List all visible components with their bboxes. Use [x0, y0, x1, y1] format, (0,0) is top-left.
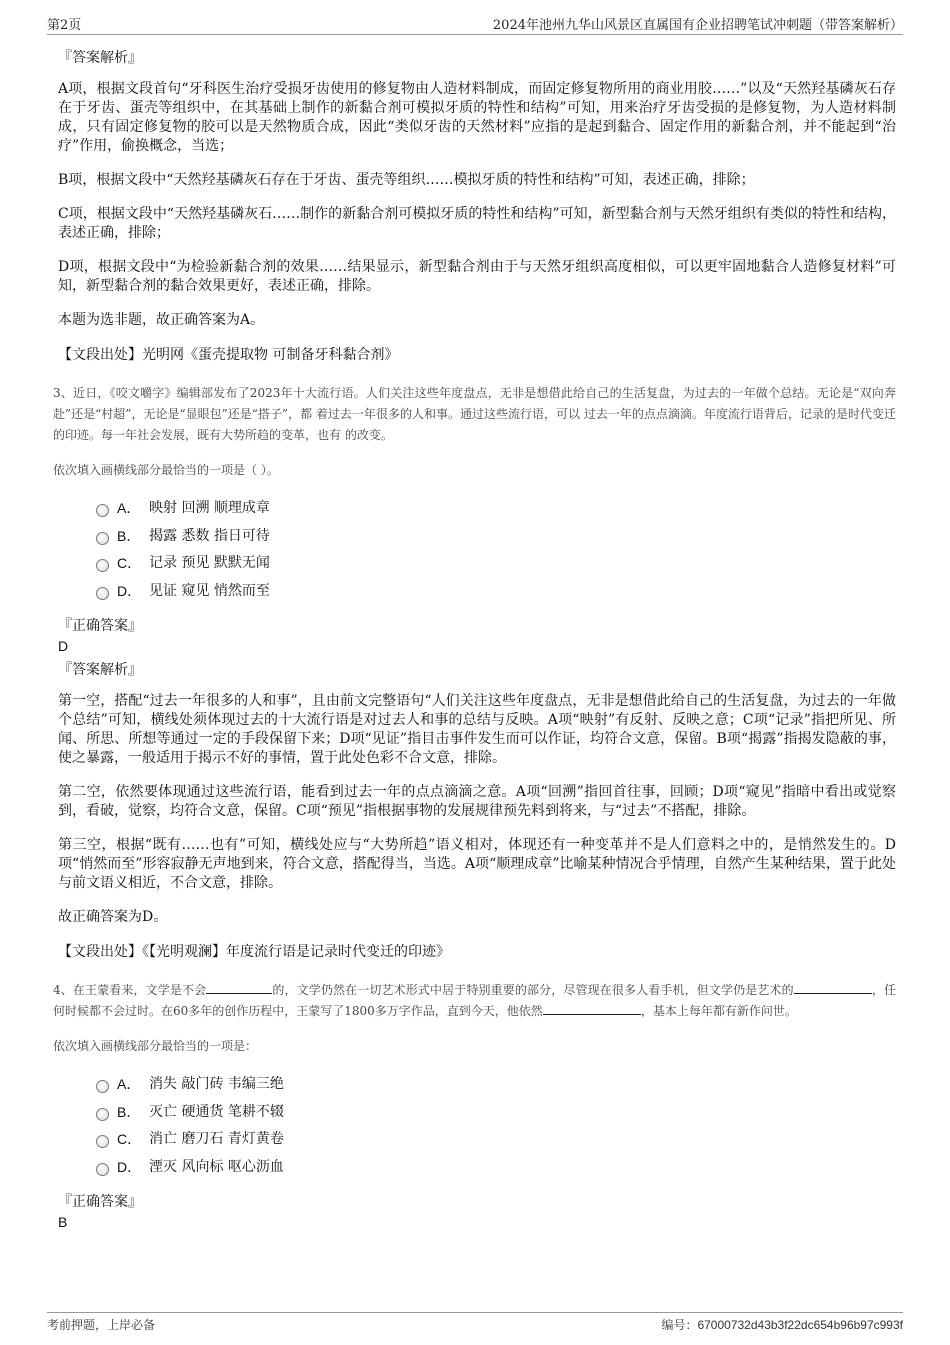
page-footer	[47, 1312, 903, 1333]
q4-answer: B	[58, 1214, 68, 1230]
q3-answer-title: 『正确答案』	[58, 618, 142, 634]
option-letter: D．	[117, 1158, 142, 1175]
q2-source: 【文段出处】光明网《蛋壳提取物 可制备牙科黏合剂》	[58, 347, 399, 363]
q4-option-c[interactable]	[96, 1129, 896, 1157]
q3-option-d[interactable]	[96, 581, 896, 609]
q4-answer-title: 『正确答案』	[58, 1194, 142, 1210]
document-body	[53, 48, 896, 1236]
q4-option-b[interactable]	[96, 1102, 896, 1130]
q4-question-text	[53, 980, 896, 1022]
radio-button-icon[interactable]	[96, 532, 109, 545]
q3-analysis-title: 『答案解析』	[58, 662, 142, 678]
q3-option-b[interactable]	[96, 526, 896, 554]
radio-button-icon[interactable]	[96, 1080, 109, 1093]
q3-options	[96, 498, 896, 608]
document-title: 2024年池州九华山风景区直属国有企业招聘笔试冲刺题（带答案解析）	[492, 18, 903, 33]
option-text: 湮灭 风向标 呕心沥血	[149, 1158, 284, 1175]
fill-blank	[543, 1002, 641, 1015]
radio-button-icon[interactable]	[96, 559, 109, 572]
q3-source: 【文段出处】《【光明观澜】年度流行语是记录时代变迁的印迹》	[58, 944, 450, 960]
option-letter: C．	[117, 555, 142, 571]
q3-option-c[interactable]	[96, 553, 896, 581]
q4-option-a[interactable]	[96, 1074, 896, 1102]
document-id: 编号：67000732d43b3f22dc654b96b97c993f	[661, 1318, 903, 1332]
q2-analysis-paragraph: D项，根据文段中“为检验新黏合剂的效果……结果显示，新型黏合剂由于与天然牙组织高度相似，可以更牢固地黏合人造修复材料”可知，新型黏合剂的黏合效果更好，表述正确，排除。	[58, 259, 896, 294]
radio-button-icon[interactable]	[96, 504, 109, 517]
q4-text-part: 4、在王蒙看来，文学是不会	[53, 983, 207, 997]
option-letter: A．	[117, 500, 141, 516]
q3-analysis-paragraph: 第一空，搭配“过去一年很多的人和事”，且由前文完整语句“人们关注这些年度盘点，无非是想借此给自己的生活复盘，为过去的一年做个总结”可知，横线处须体现过去的十大流行语是对过去人和事的总结与反映。A项“映射”有反射、反映之意；C项“记录”指把所见、所闻、所思、所想等通过一定的手段保留下来；D项“见证”指目击事件发生而可以作证，均符合文意，保留。B项“揭露”指揭发隐蔽的事，使之暴露，一般适用于揭示不好的事情，置于此处色彩不合文意，排除。	[58, 693, 896, 766]
option-text: 灭亡 硬通货 笔耕不辍	[149, 1103, 284, 1120]
option-text: 见证 窥见 悄然而至	[149, 582, 270, 599]
q3-answer: D	[58, 638, 69, 654]
radio-button-icon[interactable]	[96, 1163, 109, 1176]
q3-prompt: 依次填入画横线部分最恰当的一项是（ ）。	[53, 463, 279, 477]
footer-slogan: 考前押题，上岸必备	[47, 1318, 156, 1332]
q2-analysis-title: 『答案解析』	[58, 50, 142, 66]
q2-analysis-paragraph: C项，根据文段中“天然羟基磷灰石……制作的新黏合剂可模拟牙质的特性和结构”可知，新型黏合剂与天然牙组织有类似的特性和结构，表述正确，排除；	[58, 206, 896, 241]
option-letter: B．	[117, 527, 141, 544]
q4-prompt: 依次填入画横线部分最恰当的一项是：	[53, 1039, 258, 1053]
radio-button-icon[interactable]	[96, 587, 109, 600]
option-text: 映射 回溯 顺理成章	[149, 500, 270, 516]
option-letter: D．	[117, 582, 142, 599]
q4-text-part: ，任何时候都不会过时。在60多年的创作历程中，王蒙写了1800多万字作品，直到今天，他依然	[53, 983, 896, 1018]
option-text: 消亡 磨刀石 青灯黄卷	[149, 1131, 284, 1147]
q2-conclusion: 本题为选非题，故正确答案为A。	[58, 312, 265, 328]
q4-text-part: ，基本上每年都有新作问世。	[640, 1004, 797, 1018]
fill-blank	[794, 981, 872, 994]
q3-analysis-paragraph: 第三空，根据“既有……也有”可知，横线处应与“大势所趋”语义相对，体现还有一种变革并不是人们意料之中的，是悄然发生的。D项“悄然而至”形容寂静无声地到来，符合文意，搭配得当，当选。A项“顺理成章”比喻某种情况合乎情理，自然产生某种结果，置于此处与前文语义相近，不合文意，排除。	[58, 837, 896, 891]
option-letter: A．	[117, 1076, 141, 1092]
q2-analysis-paragraph: B项，根据文段中“天然羟基磷灰石存在于牙齿、蛋壳等组织……模拟牙质的特性和结构”可知，表述正确，排除；	[58, 172, 755, 188]
page-header	[47, 14, 903, 35]
radio-button-icon[interactable]	[96, 1108, 109, 1121]
page-number: 第2页	[47, 18, 82, 33]
option-letter: C．	[117, 1131, 142, 1147]
q3-analysis-paragraph: 第二空，依然要体现通过这些流行语，能看到过去一年的点点滴滴之意。A项“回溯”指回首往事，回顾；D项“窥见”指暗中看出或觉察到，看破，觉察，均符合文意，保留。C项“预见”指根据事物的发展规律预先料到将来，与“过去”不搭配，排除。	[58, 784, 896, 819]
q4-options	[96, 1074, 896, 1184]
radio-button-icon[interactable]	[96, 1135, 109, 1148]
q3-conclusion: 故正确答案为D。	[58, 909, 168, 925]
option-text: 揭露 悉数 指日可待	[149, 527, 270, 544]
option-text: 消失 敲门砖 韦编三绝	[149, 1076, 284, 1092]
q3-question-text: 3、近日，《咬文嚼字》编辑部发布了2023年十大流行语。人们关注这些年度盘点，无非是想借此给自己的生活复盘，为过去的一年做个总结。无论是“双向奔赴”还是“村超”，无论是“显眼包”还是“搭子”，都 着过去一年很多的人和事。通过这些流行语，可以 过去一年的点点滴滴。年度流行语背后，记录的是时代变迁的印迹。每一年社会发展，既有大势所趋的变革，也有 的改变。	[53, 386, 896, 442]
q2-analysis-paragraph: A项，根据文段首句“牙科医生治疗受损牙齿使用的修复物由人造材料制成，而固定修复物所用的商业用胶……”以及“天然羟基磷灰石存在于牙齿、蛋壳等组织中，在其基础上制作的新黏合剂可模拟牙质的特性和结构”可知，用来治疗牙齿受损的是修复物，为人造材料制成，只有固定修复物的胶可以是天然物质合成，因此“类似牙齿的天然材料”应指的是起到黏合、固定作用的新黏合剂，并不能起到“治疗”作用，偷换概念，当选；	[58, 81, 896, 154]
q4-option-d[interactable]	[96, 1157, 896, 1185]
fill-blank	[206, 981, 272, 994]
q3-option-a[interactable]	[96, 498, 896, 526]
option-text: 记录 预见 默默无闻	[149, 555, 270, 571]
option-letter: B．	[117, 1103, 141, 1120]
q4-text-part: 的，文学仍然在一切艺术形式中居于特别重要的部分，尽管现在很多人看手机，但文学仍是艺术的	[272, 983, 794, 997]
